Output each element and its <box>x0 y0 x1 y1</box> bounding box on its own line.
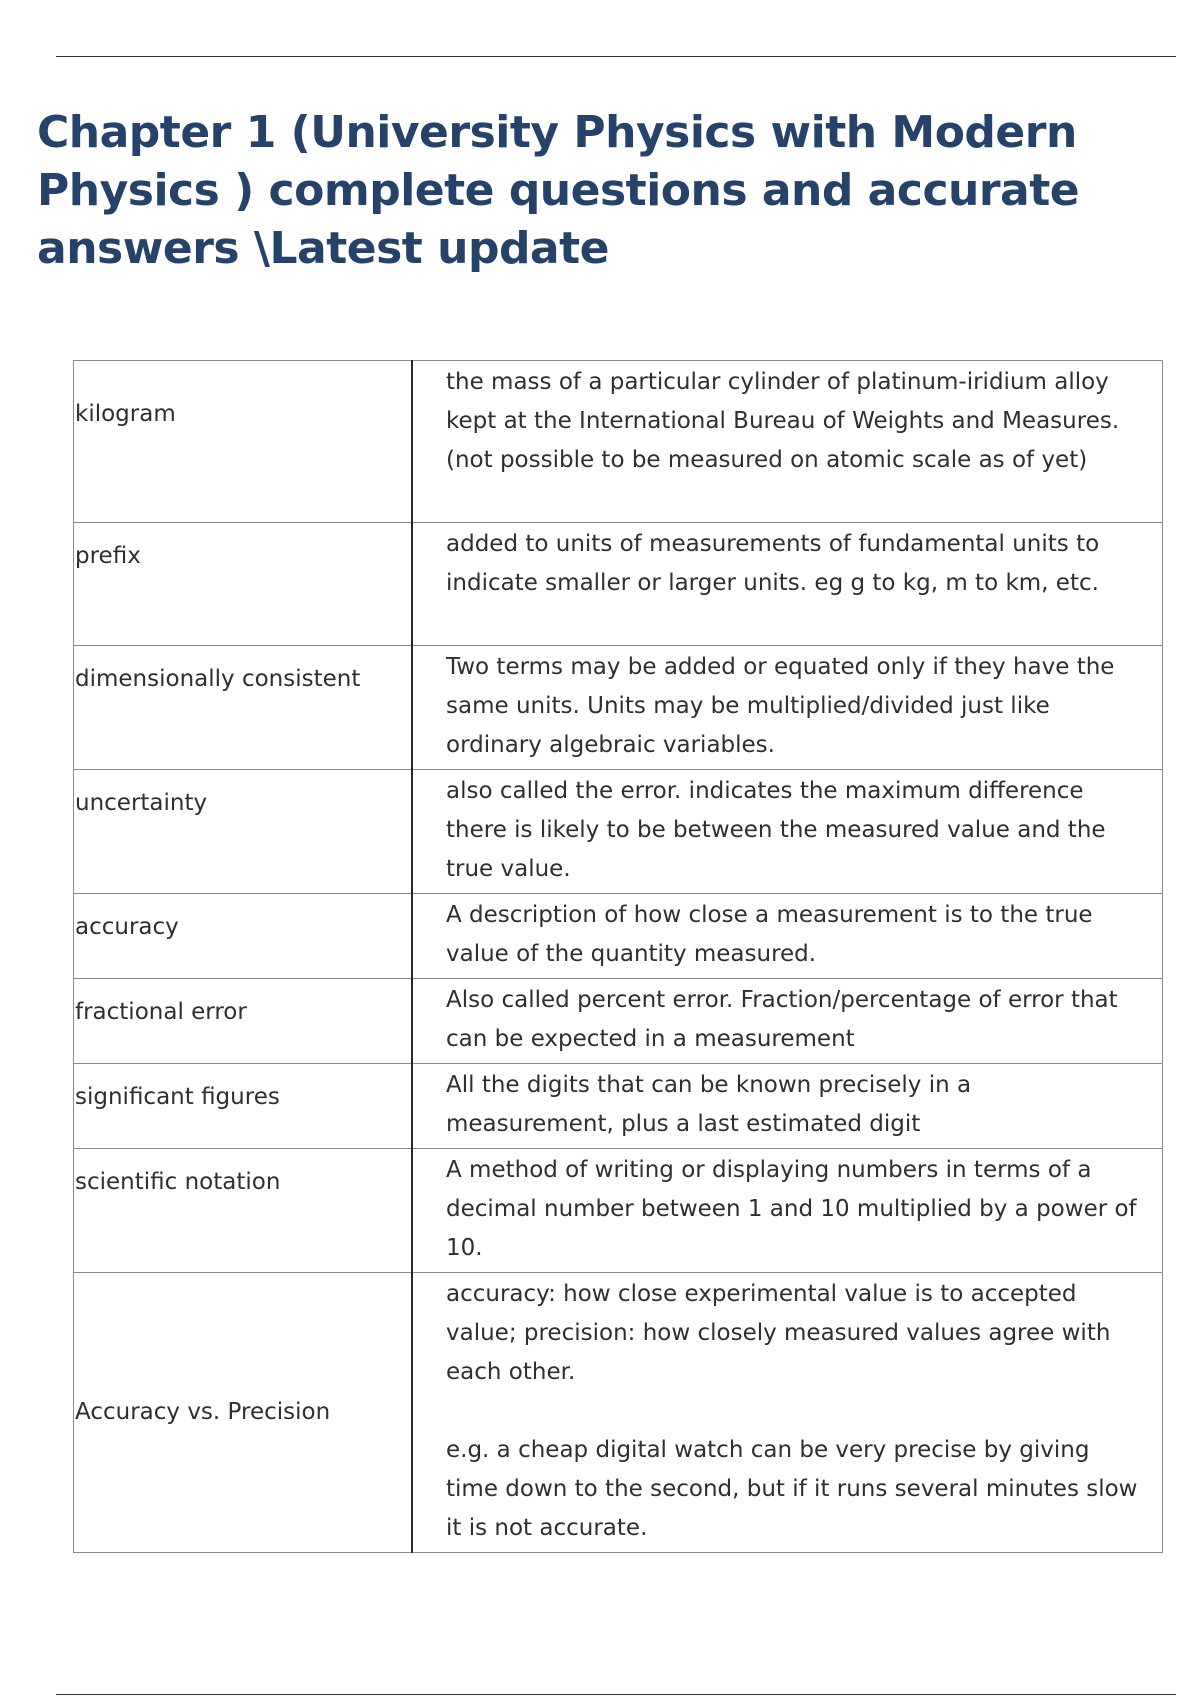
term-cell: dimensionally consistent <box>74 646 413 770</box>
term-cell: kilogram <box>74 361 413 523</box>
definition-cell: accuracy: how close experimental value is to accepted value; precision: how closely measured values agree with each other. e.g. a cheap digital watch can be very precise by giving time down to the second, but if it runs several minutes slow it is not accurate. <box>412 1273 1163 1553</box>
definition-cell: A description of how close a measurement is to the true value of the quantity measured. <box>412 894 1163 979</box>
table-row <box>74 979 1163 1064</box>
definition-cell: All the digits that can be known precisely in a measurement, plus a last estimated digit <box>412 1064 1163 1149</box>
table-row <box>74 1149 1163 1273</box>
definition-cell: A method of writing or displaying numbers in terms of a decimal number between 1 and 10 multiplied by a power of 10. <box>412 1149 1163 1273</box>
table-row <box>74 361 1163 523</box>
definition-cell: the mass of a particular cylinder of platinum-iridium alloy kept at the International Bureau of Weights and Measures. (not possible to be measured on atomic scale as of yet) <box>412 361 1163 523</box>
table-row <box>74 646 1163 770</box>
term-cell: prefix <box>74 523 413 646</box>
definition-cell: added to units of measurements of fundamental units to indicate smaller or larger units. eg g to kg, m to km, etc. <box>412 523 1163 646</box>
glossary-table <box>73 360 1163 1553</box>
term-cell: fractional error <box>74 979 413 1064</box>
term-cell: uncertainty <box>74 770 413 894</box>
term-cell: significant figures <box>74 1064 413 1149</box>
term-cell: Accuracy vs. Precision <box>74 1273 413 1553</box>
term-cell: scientific notation <box>74 1149 413 1273</box>
table-row <box>74 770 1163 894</box>
term-cell: accuracy <box>74 894 413 979</box>
table-row <box>74 1064 1163 1149</box>
footer-rule <box>56 1694 1176 1695</box>
definition-cell: Also called percent error. Fraction/percentage of error that can be expected in a measurement <box>412 979 1163 1064</box>
definition-cell: Two terms may be added or equated only if they have the same units. Units may be multiplied/divided just like ordinary algebraic variables. <box>412 646 1163 770</box>
definition-cell: also called the error. indicates the maximum difference there is likely to be between the measured value and the true value. <box>412 770 1163 894</box>
table-row <box>74 1273 1163 1553</box>
header-rule <box>56 56 1176 57</box>
table-row <box>74 523 1163 646</box>
table-row <box>74 894 1163 979</box>
document-title: Chapter 1 (University Physics with Modern Physics ) complete questions and accurate answers \Latest update <box>37 107 1080 274</box>
